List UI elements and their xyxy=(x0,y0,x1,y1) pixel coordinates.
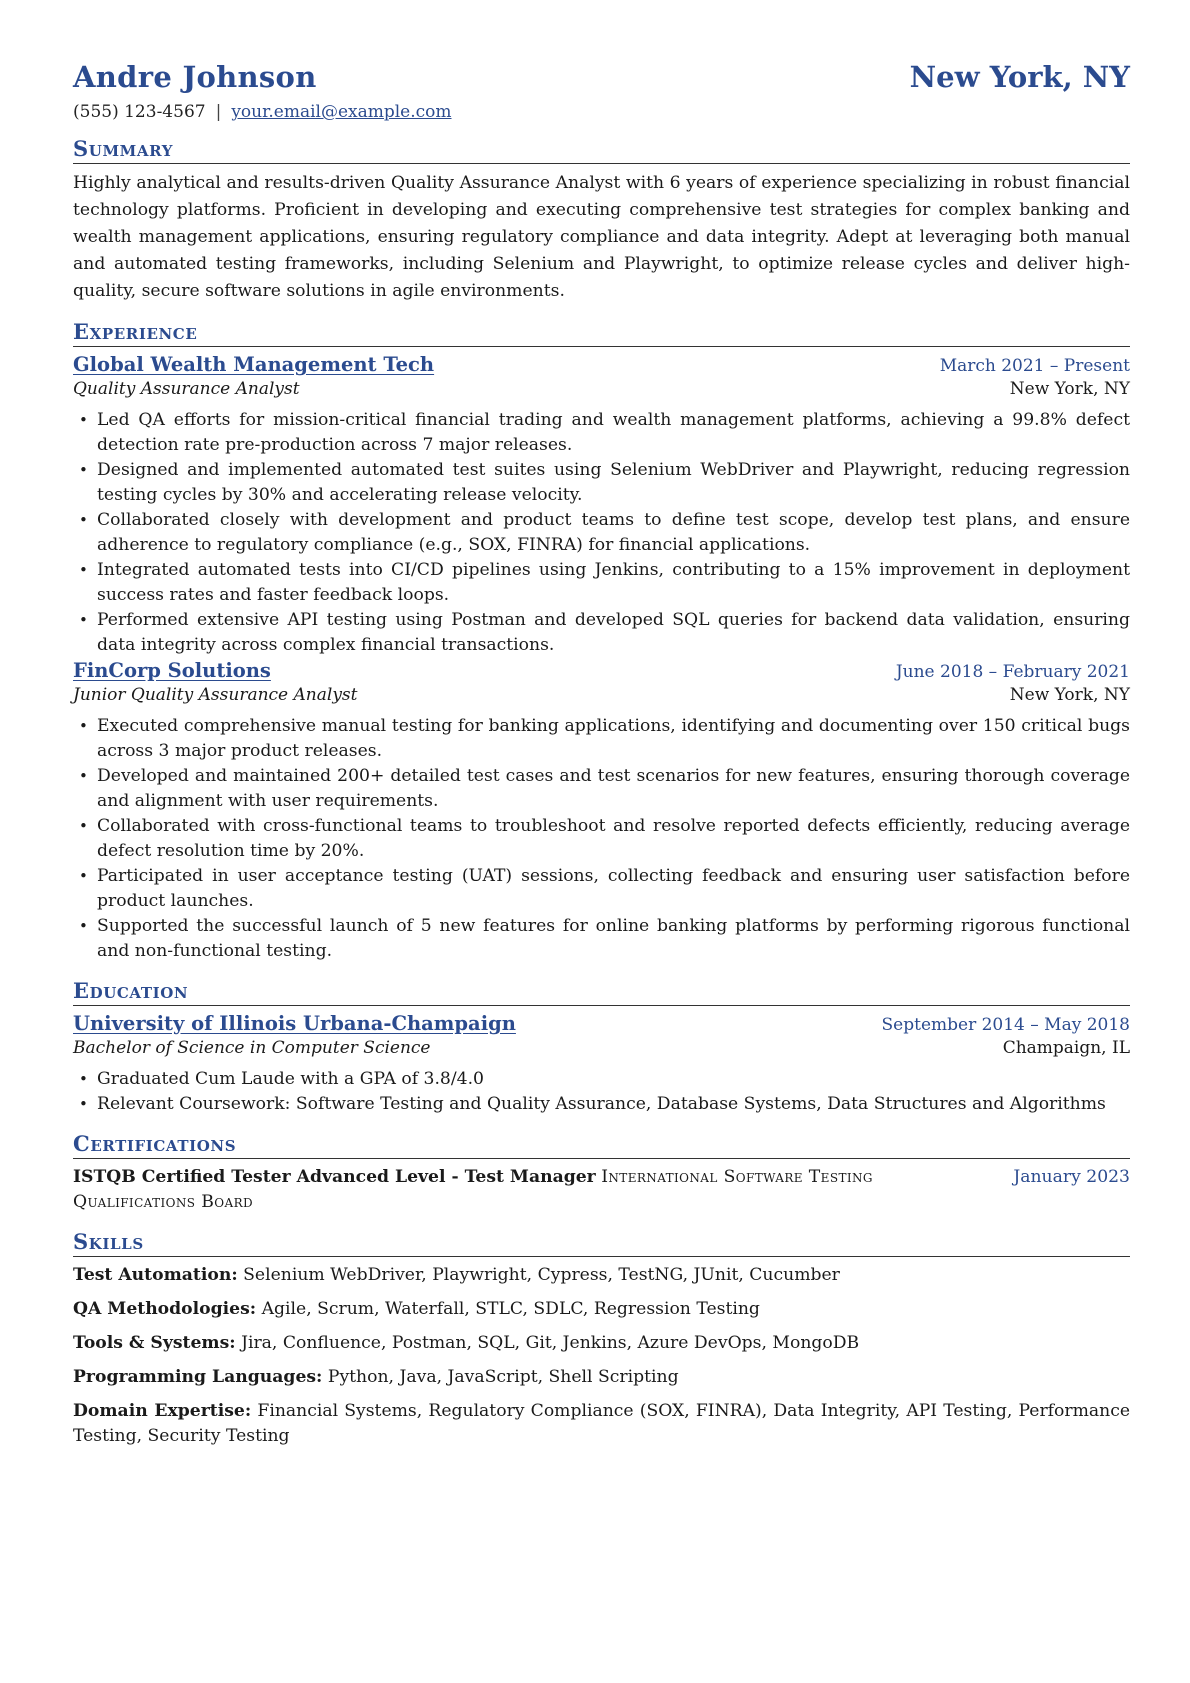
list-item: • Led QA efforts for mission-critical financial trading and wealth management platforms, achieving a 99.8% defect detection rate pre-production across 7 major releases. xyxy=(73,408,1130,458)
education-bullets xyxy=(73,1067,1130,1117)
skill-value: Agile, Scrum, Waterfall, STLC, SDLC, Regression Testing xyxy=(261,1299,760,1319)
education-location: Champaign, IL xyxy=(1002,1038,1130,1058)
header-location: New York, NY xyxy=(909,60,1130,94)
phone-number: (555) 123-4567 xyxy=(73,102,206,122)
section-title-skills: Skills xyxy=(73,1229,1130,1257)
skill-row xyxy=(73,1331,1130,1356)
job-location: New York, NY xyxy=(1009,379,1130,399)
list-item: • Performed extensive API testing using Postman and developed SQL queries for backend data validation, ensuring data integrity across complex financial transactions. xyxy=(73,608,1130,658)
skill-row xyxy=(73,1297,1130,1322)
list-item: • Relevant Coursework: Software Testing and Quality Assurance, Database Systems, Data Structures and Algorithms xyxy=(73,1092,1130,1117)
job-bullets xyxy=(73,408,1130,658)
skills-list xyxy=(73,1263,1130,1449)
skill-label: Programming Languages: xyxy=(73,1367,323,1387)
section-title-certifications: Certifications xyxy=(73,1131,1130,1159)
certification-entry xyxy=(73,1165,1130,1215)
job-dates: March 2021 – Present xyxy=(939,356,1130,376)
skill-label: QA Methodologies: xyxy=(73,1299,257,1319)
contact-line xyxy=(73,102,1130,122)
list-item: • Designed and implemented automated test suites using Selenium WebDriver and Playwright, reducing regression testing cycles by 30% and accelerating release velocity. xyxy=(73,458,1130,508)
list-item: • Participated in user acceptance testing (UAT) sessions, collecting feedback and ensuring user satisfaction before product launches. xyxy=(73,864,1130,914)
section-title-summary: Summary xyxy=(73,136,1130,164)
job-org-link[interactable]: Global Wealth Management Tech xyxy=(73,353,435,376)
list-item: • Developed and maintained 200+ detailed test cases and test scenarios for new features, ensuring thorough coverage and alignment with user requirements. xyxy=(73,764,1130,814)
school-link[interactable]: University of Illinois Urbana-Champaign xyxy=(73,1012,516,1035)
job-entry xyxy=(73,353,1130,658)
education-dates: September 2014 – May 2018 xyxy=(881,1015,1130,1035)
list-item: • Collaborated with cross-functional teams to troubleshoot and resolve reported defects efficiently, reducing average defect resolution time by 20%. xyxy=(73,814,1130,864)
list-item: • Graduated Cum Laude with a GPA of 3.8/4.0 xyxy=(73,1067,1130,1092)
job-bullets xyxy=(73,714,1130,964)
certification-name: ISTQB Certified Tester Advanced Level - Test Manager xyxy=(73,1167,596,1187)
skill-row xyxy=(73,1365,1130,1390)
summary-text: Highly analytical and results-driven Quality Assurance Analyst with 6 years of experience specializing in robust financial technology platforms. Proficient in developing and executing comprehensive test strategies for complex banking and wealth management applications, ensuring regulatory compliance and data integrity. Adept at leveraging both manual and automated testing frameworks, including Selenium and Playwright, to optimize release cycles and deliver high-quality, secure software solutions in agile environments. xyxy=(73,173,1130,301)
job-role: Quality Assurance Analyst xyxy=(73,379,300,399)
skill-row xyxy=(73,1263,1130,1288)
list-item: • Integrated automated tests into CI/CD pipelines using Jenkins, contributing to a 15% improvement in deployment success rates and faster feedback loops. xyxy=(73,558,1130,608)
degree: Bachelor of Science in Computer Science xyxy=(73,1038,431,1058)
certification-issuer: International Software Testing Qualifications Board xyxy=(73,1167,873,1212)
job-dates: June 2018 – February 2021 xyxy=(895,662,1130,682)
section-title-education: Education xyxy=(73,978,1130,1006)
job-location: New York, NY xyxy=(1009,685,1130,705)
skill-value: Jira, Confluence, Postman, SQL, Git, Jenkins, Azure DevOps, MongoDB xyxy=(241,1333,860,1353)
skill-row xyxy=(73,1399,1130,1449)
list-item: • Supported the successful launch of 5 new features for online banking platforms by performing rigorous functional and non-functional testing. xyxy=(73,914,1130,964)
skill-label: Domain Expertise: xyxy=(73,1401,252,1421)
job-role: Junior Quality Assurance Analyst xyxy=(73,685,358,705)
skill-value: Python, Java, JavaScript, Shell Scripting xyxy=(327,1367,679,1387)
resume-page xyxy=(73,60,1130,1449)
job-entry xyxy=(73,659,1130,964)
job-org-link[interactable]: FinCorp Solutions xyxy=(73,659,271,682)
list-item: • Collaborated closely with development and product teams to define test scope, develop test plans, and ensure adherence to regulatory compliance (e.g., SOX, FINRA) for financial applications. xyxy=(73,508,1130,558)
section-title-experience: Experience xyxy=(73,319,1130,347)
certification-date: January 2023 xyxy=(1013,1167,1130,1187)
candidate-name: Andre Johnson xyxy=(73,60,317,94)
skill-value: Financial Systems, Regulatory Compliance (SOX, FINRA), Data Integrity, API Testing, Performance Testing, Security Testing xyxy=(73,1401,1131,1446)
education-entry xyxy=(73,1012,1130,1117)
skill-value: Selenium WebDriver, Playwright, Cypress, TestNG, JUnit, Cucumber xyxy=(243,1265,840,1285)
email-link[interactable]: your.email@example.com xyxy=(231,102,452,122)
resume-header xyxy=(73,60,1130,94)
skill-label: Test Automation: xyxy=(73,1265,238,1285)
contact-separator: | xyxy=(215,102,222,122)
list-item: • Executed comprehensive manual testing for banking applications, identifying and documenting over 150 critical bugs across 3 major product releases. xyxy=(73,714,1130,764)
skill-label: Tools & Systems: xyxy=(73,1333,236,1353)
